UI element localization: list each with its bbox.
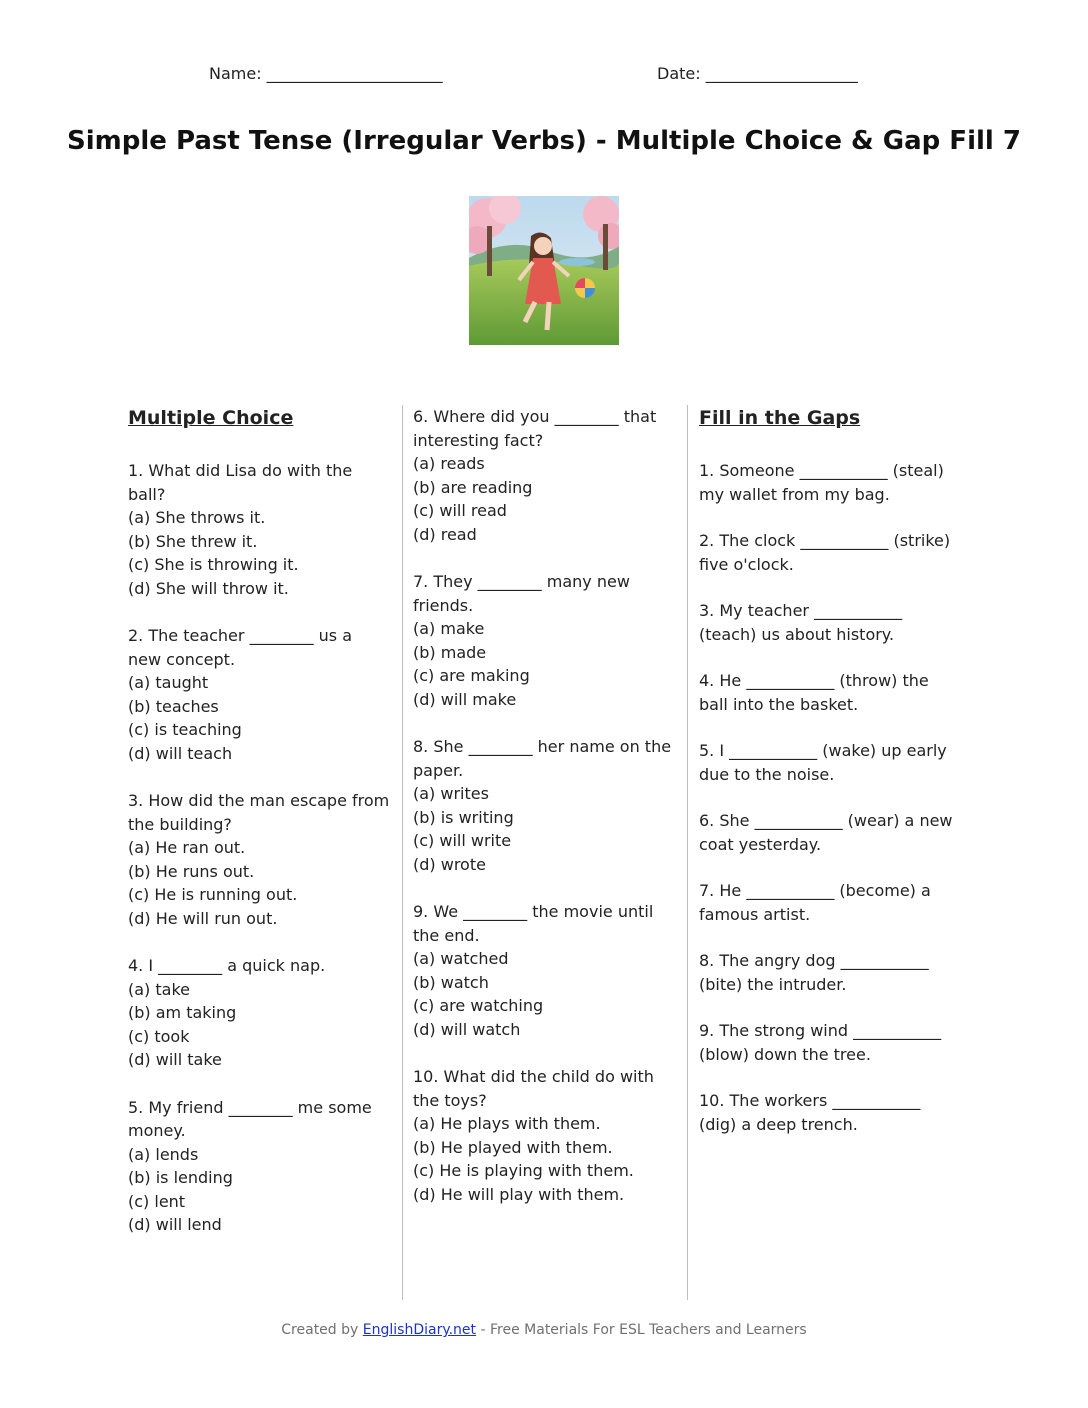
option-a: (a) She throws it. [128,508,266,527]
question-text: 1. What did Lisa do with the ball? [128,461,353,504]
question-7 [413,570,675,711]
option-d: (d) will watch [413,1019,521,1039]
question-10 [413,1065,675,1206]
option-c: (c) He is running out. [128,885,298,904]
footer-link[interactable]: EnglishDiary.net [362,1322,477,1338]
date-field: Date: ___________________ [657,64,858,83]
option-b: (b) are reading [413,477,533,497]
gap-item-1: 1. Someone ___________ (steal) my wallet from my bag. [699,461,944,504]
option-d: (d) will take [128,1050,222,1069]
option-d: (d) wrote [413,854,486,874]
option-d: (d) He will play with them. [413,1184,625,1204]
option-a: (a) watched [413,949,509,968]
gap-item-9: 9. The strong wind ___________ (blow) down the tree. [699,1021,942,1064]
option-d: (d) He will run out. [128,908,278,928]
option-c: (c) is teaching [128,720,242,739]
gap-item-2: 2. The clock ___________ (strike) five o'clock. [699,531,951,574]
question-text: 7. They ________ many new friends. [413,572,630,615]
option-b: (b) is writing [413,807,514,827]
question-text: 5. My friend ________ me some money. [128,1097,372,1140]
footer-suffix: - Free Materials For ESL Teachers and Learners [480,1322,807,1338]
multiple-choice-column-1 [128,405,390,1261]
gap-item-4: 4. He ___________ (throw) the ball into the basket. [699,671,929,714]
question-text: 6. Where did you ________ that interesting fact? [413,407,657,450]
option-b: (b) watch [413,972,489,992]
option-a: (a) He ran out. [128,838,246,857]
option-c: (c) are watching [413,996,544,1015]
option-d: (d) will lend [128,1215,222,1234]
option-b: (b) teaches [128,696,219,716]
option-d: (d) will teach [128,743,233,763]
option-c: (c) took [128,1026,190,1046]
worksheet-title: Simple Past Tense (Irregular Verbs) - Multiple Choice & Gap Fill 7 [67,126,1021,156]
footer-prefix: Created by [281,1322,359,1338]
name-field: Name: ______________________ [209,64,443,83]
option-d: (d) will make [413,689,517,709]
question-5 [128,1096,390,1237]
option-b: (b) He played with them. [413,1137,613,1157]
option-c: (c) will read [413,501,507,520]
multiple-choice-heading: Multiple Choice [128,407,294,429]
option-c: (c) lent [128,1191,186,1211]
question-text: 10. What did the child do with the toys? [413,1067,654,1110]
option-a: (a) taught [128,673,209,692]
gap-item-7: 7. He ___________ (become) a famous artist. [699,881,931,924]
option-d: (d) She will throw it. [128,578,289,598]
option-c: (c) will write [413,831,512,850]
gap-item-5: 5. I ___________ (wake) up early due to the noise. [699,741,947,784]
column-divider [687,405,688,1300]
question-text: 9. We ________ the movie until the end. [413,902,654,945]
question-2 [128,624,390,765]
question-4 [128,954,390,1072]
question-3 [128,789,390,930]
option-d: (d) read [413,524,477,544]
multiple-choice-column-2 [413,405,675,1230]
footer [0,1322,1088,1338]
option-c: (c) are making [413,666,530,685]
option-a: (a) He plays with them. [413,1114,601,1133]
fill-gaps-column [699,405,961,1159]
question-text: 8. She ________ her name on the paper. [413,737,672,780]
gap-item-6: 6. She ___________ (wear) a new coat yesterday. [699,811,953,854]
option-b: (b) She threw it. [128,531,258,551]
column-divider [402,405,403,1300]
question-text: 4. I ________ a quick nap. [128,956,326,975]
option-c: (c) She is throwing it. [128,555,299,574]
gap-item-3: 3. My teacher ___________ (teach) us about history. [699,601,903,644]
question-text: 3. How did the man escape from the building? [128,791,390,834]
option-c: (c) He is playing with them. [413,1161,634,1180]
option-b: (b) He runs out. [128,861,255,881]
option-b: (b) is lending [128,1168,233,1187]
question-6 [413,405,675,546]
option-a: (a) writes [413,784,489,803]
illustration-girl-with-ball [469,196,619,345]
fill-gaps-heading: Fill in the Gaps [699,407,861,429]
option-a: (a) reads [413,454,485,473]
option-a: (a) take [128,979,190,999]
gap-item-8: 8. The angry dog ___________ (bite) the intruder. [699,951,929,994]
question-text: 2. The teacher ________ us a new concept. [128,626,353,669]
gap-item-10: 10. The workers ___________ (dig) a deep trench. [699,1091,921,1134]
option-b: (b) made [413,642,487,662]
option-b: (b) am taking [128,1003,237,1022]
option-a: (a) lends [128,1144,199,1164]
question-9 [413,900,675,1041]
question-8 [413,735,675,876]
question-1 [128,459,390,600]
option-a: (a) make [413,619,485,638]
